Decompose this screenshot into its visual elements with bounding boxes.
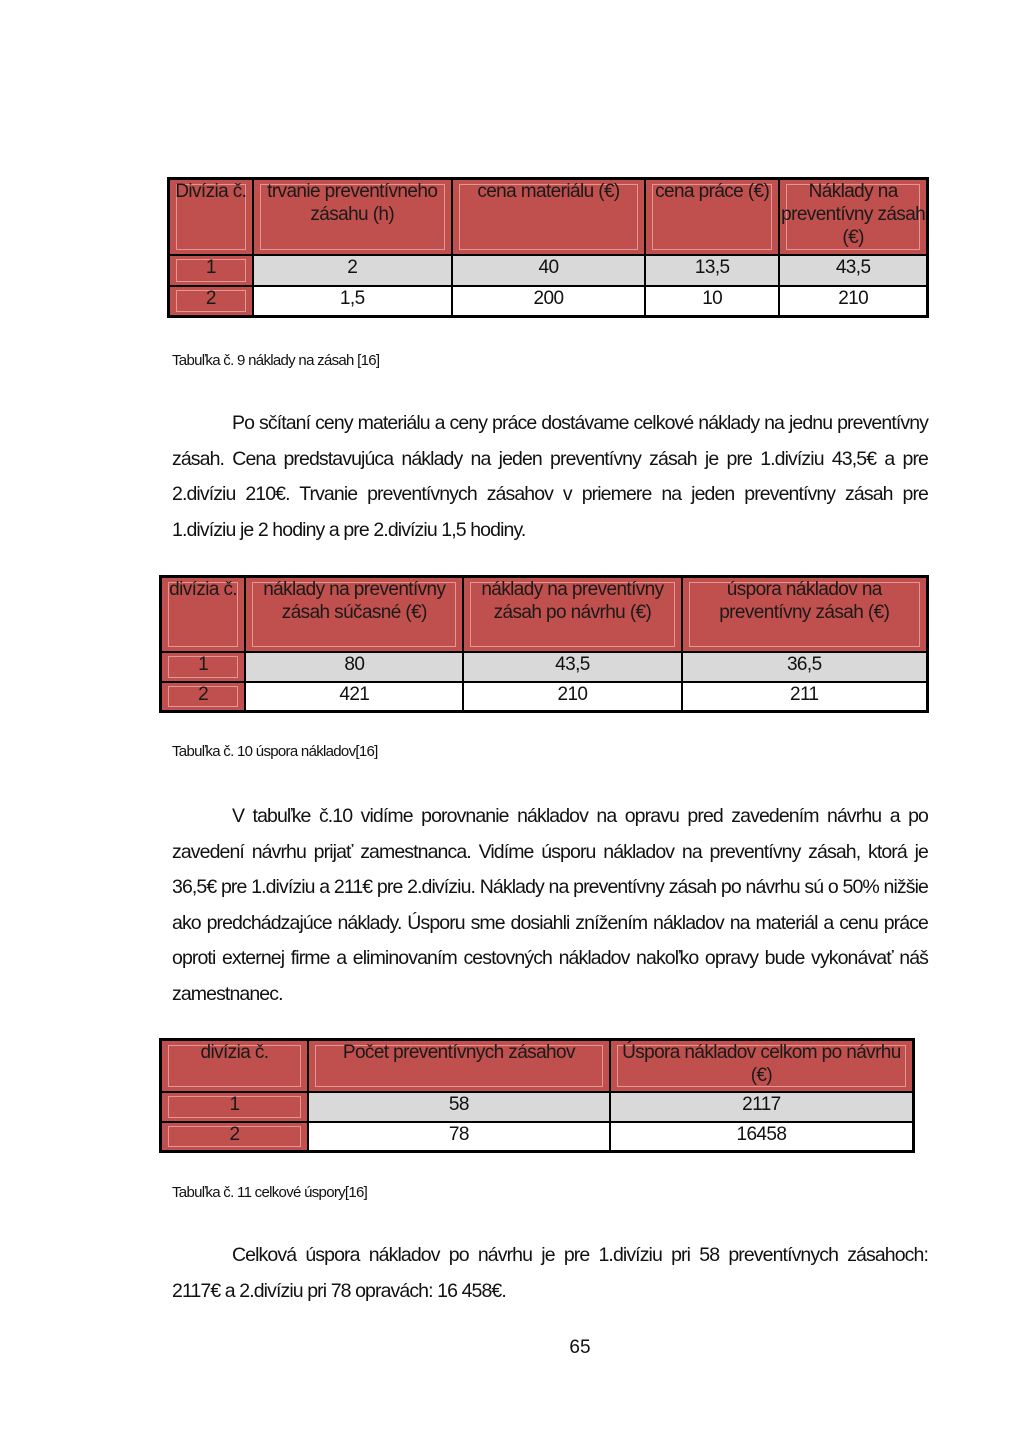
table-header-cell: náklady na preventívny zásah súčasné (€) [245, 577, 463, 652]
paragraph-2: V tabuľke č.10 vidíme porovnanie nákladov na opravu pred zavedením návrhu a po zavedení návrhu prijať zamestnanca. Vidíme úsporu nákladov na preventívny zásah, ktorá je 36,5€ pre 1.divíziu a 211€ pre 2.divíziu. Náklady na preventívny zásah po návrhu sú o 50% nižšie ako predchádzajúce náklady. Úsporu sme dosiahli znížením nákladov na materiál a cenu práce oproti externej firme a eliminovaním cestovných nákladov nakoľko opravy bude vykonávať náš zamestnanec. [172, 805, 928, 1005]
row-number-cell: 2 [161, 1122, 308, 1152]
table-cell: 210 [463, 682, 681, 712]
table-header-cell: cena práce (€) [645, 179, 779, 255]
table-9-caption: Tabuľka č. 9 náklady na zásah [16] [172, 352, 380, 369]
table-header-cell: Počet preventívnych zásahov [308, 1040, 610, 1092]
table-cell: 16458 [610, 1122, 914, 1152]
table-row [161, 1122, 914, 1152]
table-header-cell: Náklady na preventívny zásah (€) [779, 179, 927, 255]
table-header-row [161, 577, 928, 652]
table-cell: 2117 [610, 1092, 914, 1122]
table-row [161, 682, 928, 712]
table-cell: 13,5 [645, 255, 779, 286]
table-header-cell: divízia č. [161, 1040, 308, 1092]
page-number: 65 [569, 1337, 591, 1358]
table-row [169, 255, 928, 286]
table-cell: 58 [308, 1092, 610, 1122]
table-header-cell: cena materiálu (€) [452, 179, 645, 255]
table-10-caption: Tabuľka č. 10 úspora nákladov[16] [172, 743, 378, 760]
table-cell: 1,5 [253, 286, 452, 317]
row-number-cell: 2 [169, 286, 253, 317]
table-header-row [161, 1040, 914, 1092]
row-number-cell: 2 [161, 682, 246, 712]
table-header-cell: divízia č. [161, 577, 246, 652]
table-11-celkove-uspory [159, 1038, 915, 1153]
table-cell: 10 [645, 286, 779, 317]
table-cell: 43,5 [779, 255, 927, 286]
table-header-cell: Divízia č. [169, 179, 253, 255]
table-10-uspora-nakladov [159, 575, 929, 713]
paragraph-1: Po sčítaní ceny materiálu a ceny práce dostávame celkové náklady na jednu preventívny zásah. Cena predstavujúca náklady na jeden preventívny zásah je pre 1.divíziu 43,5€ a pre 2.divíziu 210€. Trvanie preventívnych zásahov v priemere na jeden preventívny zásah pre 1.divíziu je 2 hodiny a pre 2.divíziu 1,5 hodiny. [172, 412, 928, 541]
table-cell: 43,5 [463, 652, 681, 682]
row-number-cell: 1 [161, 652, 246, 682]
table-cell: 211 [682, 682, 928, 712]
table-header-cell: náklady na preventívny zásah po návrhu (€) [463, 577, 681, 652]
table-cell: 421 [245, 682, 463, 712]
table-cell: 78 [308, 1122, 610, 1152]
table-header-row [169, 179, 928, 255]
table-row [161, 1092, 914, 1122]
table-header-cell: trvanie preventívneho zásahu (h) [253, 179, 452, 255]
table-cell: 200 [452, 286, 645, 317]
table-cell: 40 [452, 255, 645, 286]
table-header-cell: Úspora nákladov celkom po návrhu (€) [610, 1040, 914, 1092]
row-number-cell: 1 [161, 1092, 308, 1122]
table-cell: 210 [779, 286, 927, 317]
table-cell: 2 [253, 255, 452, 286]
table-header-cell: úspora nákladov na preventívny zásah (€) [682, 577, 928, 652]
row-number-cell: 1 [169, 255, 253, 286]
table-11-caption: Tabuľka č. 11 celkové úspory[16] [172, 1184, 368, 1201]
table-row [161, 652, 928, 682]
table-cell: 36,5 [682, 652, 928, 682]
table-row [169, 286, 928, 317]
table-9-naklady-na-zasah [167, 177, 929, 318]
table-cell: 80 [245, 652, 463, 682]
paragraph-3: Celková úspora nákladov po návrhu je pre 1.divíziu pri 58 preventívnych zásahoch: 2117€ a 2.divíziu pri 78 opravách: 16 458€. [172, 1244, 928, 1302]
